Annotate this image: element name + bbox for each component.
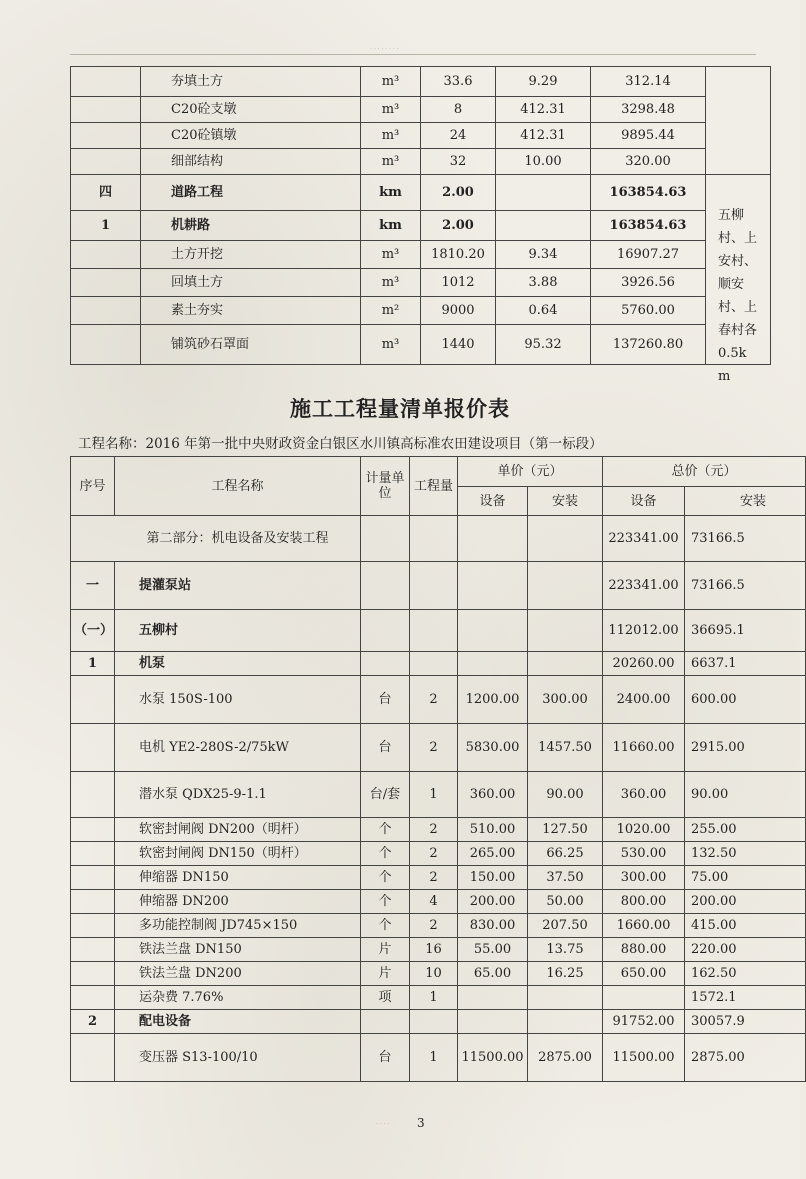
row-tp-install: 415.00: [685, 914, 806, 938]
row-qty: 8: [421, 97, 496, 123]
row-total: 137260.80: [591, 325, 706, 365]
row-qty: 2: [410, 866, 458, 890]
page-title: 施工工程量清单报价表: [290, 396, 510, 421]
row-up-install: [528, 986, 603, 1010]
row-up-install: 1457.50: [528, 724, 603, 772]
row-name: 素土夯实: [141, 297, 361, 325]
row-qty: [410, 652, 458, 676]
row-up-install: 2875.00: [528, 1034, 603, 1082]
row-qty: 2: [410, 818, 458, 842]
row-up-install: 37.50: [528, 866, 603, 890]
footer-note: · · · ·: [376, 1121, 390, 1128]
row-name: 机耕路: [141, 211, 361, 241]
row-tp-equip: 1020.00: [603, 818, 685, 842]
row-no: [71, 516, 115, 562]
row-unit: km: [361, 211, 421, 241]
price-table: [70, 456, 767, 1088]
row-unit-price: 9.34: [496, 241, 591, 269]
row-no: [71, 97, 141, 123]
row-up-equip: [458, 1010, 528, 1034]
row-tp-equip: 880.00: [603, 938, 685, 962]
row-up-install: 66.25: [528, 842, 603, 866]
row-unit-price: 0.64: [496, 297, 591, 325]
row-no: 一: [71, 562, 115, 610]
row-tp-equip: 650.00: [603, 962, 685, 986]
table-row: [71, 772, 806, 818]
header-note: · · · · · · · ·: [370, 46, 399, 53]
row-name: 机泵: [115, 652, 361, 676]
row-up-install: 50.00: [528, 890, 603, 914]
row-unit: [361, 516, 410, 562]
row-tp-equip: 20260.00: [603, 652, 685, 676]
row-unit: 个: [361, 842, 410, 866]
row-tp-install: 200.00: [685, 890, 806, 914]
row-qty: 1440: [421, 325, 496, 365]
row-up-equip: 11500.00: [458, 1034, 528, 1082]
row-up-install: [528, 516, 603, 562]
row-name: 软密封闸阀 DN150（明杆）: [115, 842, 361, 866]
quantity-table-continued: [70, 66, 752, 383]
table-row: [71, 175, 771, 211]
row-qty: [410, 610, 458, 652]
row-up-equip: 510.00: [458, 818, 528, 842]
row-tp-equip: 223341.00: [603, 562, 685, 610]
row-total: 163854.63: [591, 175, 706, 211]
row-qty: 33.6: [421, 67, 496, 97]
table-row: [71, 516, 806, 562]
row-name: 多功能控制阀 JD745×150: [115, 914, 361, 938]
row-qty: 2: [410, 914, 458, 938]
row-tp-install: 2915.00: [685, 724, 806, 772]
row-qty: 2.00: [421, 175, 496, 211]
row-up-install: [528, 652, 603, 676]
row-tp-install: 1572.1: [685, 986, 806, 1010]
row-up-equip: 5830.00: [458, 724, 528, 772]
header-up-equip: 设备: [458, 487, 528, 516]
row-up-install: [528, 610, 603, 652]
row-unit: m³: [361, 67, 421, 97]
row-unit: [361, 610, 410, 652]
row-name: 土方开挖: [141, 241, 361, 269]
row-no: [71, 938, 115, 962]
project-name: 工程名称：2016 年第一批中央财政资金白银区水川镇高标准农田建设项目（第一标段）: [78, 436, 603, 452]
table-row: [71, 1010, 806, 1034]
row-qty: [410, 562, 458, 610]
row-tp-equip: 530.00: [603, 842, 685, 866]
page-number: 3: [417, 1116, 425, 1130]
row-no: [71, 67, 141, 97]
row-tp-install: 90.00: [685, 772, 806, 818]
row-name: 细部结构: [141, 149, 361, 175]
row-total: 3926.56: [591, 269, 706, 297]
row-total: 3298.48: [591, 97, 706, 123]
table-row: [71, 866, 806, 890]
row-remark-cell: [706, 67, 771, 175]
row-tp-install: 162.50: [685, 962, 806, 986]
row-tp-install: 600.00: [685, 676, 806, 724]
row-no: [71, 1034, 115, 1082]
header-no: 序号: [71, 457, 115, 516]
row-tp-install: 2875.00: [685, 1034, 806, 1082]
row-no: [71, 866, 115, 890]
row-no: [71, 818, 115, 842]
row-qty: 1012: [421, 269, 496, 297]
row-up-equip: 55.00: [458, 938, 528, 962]
row-unit-price: [496, 175, 591, 211]
row-up-equip: [458, 562, 528, 610]
row-unit: m²: [361, 297, 421, 325]
row-unit-price: 9.29: [496, 67, 591, 97]
row-no: [71, 842, 115, 866]
row-tp-install: 73166.5: [685, 516, 806, 562]
table-row: [71, 1034, 806, 1082]
row-up-equip: 830.00: [458, 914, 528, 938]
row-unit: m³: [361, 269, 421, 297]
row-up-equip: 200.00: [458, 890, 528, 914]
table-row: [71, 562, 806, 610]
row-name: 铺筑砂石罩面: [141, 325, 361, 365]
header-unit-price: 单价（元）: [458, 457, 603, 487]
row-qty: 32: [421, 149, 496, 175]
table-row: [71, 818, 806, 842]
row-total: 5760.00: [591, 297, 706, 325]
table-row: [71, 610, 806, 652]
row-name: 夯填土方: [141, 67, 361, 97]
table-row: [71, 67, 771, 97]
header-up-install: 安装: [528, 487, 603, 516]
row-tp-equip: 360.00: [603, 772, 685, 818]
row-tp-equip: 223341.00: [603, 516, 685, 562]
row-name: 回填土方: [141, 269, 361, 297]
row-tp-equip: 11500.00: [603, 1034, 685, 1082]
row-qty: 1810.20: [421, 241, 496, 269]
row-no: [71, 724, 115, 772]
row-no: [71, 325, 141, 365]
header-total-price: 总价（元）: [603, 457, 806, 487]
table-row: [71, 149, 771, 175]
row-tp-equip: 112012.00: [603, 610, 685, 652]
row-total: 16907.27: [591, 241, 706, 269]
header-tp-install: 安装: [685, 487, 806, 516]
header-tp-equip: 设备: [603, 487, 685, 516]
row-no: [71, 890, 115, 914]
row-up-equip: [458, 986, 528, 1010]
row-name: 配电设备: [115, 1010, 361, 1034]
row-unit: km: [361, 175, 421, 211]
table-row: [71, 890, 806, 914]
row-total: 163854.63: [591, 211, 706, 241]
header-rule: [70, 54, 756, 55]
table-row: [71, 842, 806, 866]
row-up-equip: 150.00: [458, 866, 528, 890]
table-row: [71, 297, 771, 325]
row-up-install: [528, 1010, 603, 1034]
row-unit: m³: [361, 241, 421, 269]
table-row: [71, 269, 771, 297]
row-name: 运杂费 7.76%: [115, 986, 361, 1010]
row-up-install: 207.50: [528, 914, 603, 938]
table-row: [71, 724, 806, 772]
row-up-equip: [458, 516, 528, 562]
row-no: 四: [71, 175, 141, 211]
row-unit: 台/套: [361, 772, 410, 818]
row-name: C20砼支墩: [141, 97, 361, 123]
row-no: [71, 962, 115, 986]
row-unit: 个: [361, 890, 410, 914]
row-name: 潜水泵 QDX25-9-1.1: [115, 772, 361, 818]
row-up-install: 127.50: [528, 818, 603, 842]
row-unit: 项: [361, 986, 410, 1010]
row-qty: 2: [410, 724, 458, 772]
row-no: [71, 149, 141, 175]
row-name: 提灌泵站: [115, 562, 361, 610]
row-qty: [410, 1010, 458, 1034]
row-no: [71, 914, 115, 938]
row-unit: m³: [361, 123, 421, 149]
row-no: 1: [71, 652, 115, 676]
row-qty: 16: [410, 938, 458, 962]
row-name: 电机 YE2-280S-2/75kW: [115, 724, 361, 772]
row-tp-install: 255.00: [685, 818, 806, 842]
row-up-install: 13.75: [528, 938, 603, 962]
row-name: 铁法兰盘 DN200: [115, 962, 361, 986]
row-unit: 个: [361, 818, 410, 842]
row-tp-equip: 91752.00: [603, 1010, 685, 1034]
table-row: [71, 914, 806, 938]
row-tp-install: 75.00: [685, 866, 806, 890]
row-no: （一）: [71, 610, 115, 652]
row-qty: 1: [410, 772, 458, 818]
row-unit: [361, 562, 410, 610]
row-name: C20砼镇墩: [141, 123, 361, 149]
row-tp-install: 73166.5: [685, 562, 806, 610]
row-qty: 2: [410, 676, 458, 724]
row-unit: 台: [361, 676, 410, 724]
row-up-install: 90.00: [528, 772, 603, 818]
row-unit-price: 10.00: [496, 149, 591, 175]
row-unit: [361, 652, 410, 676]
row-name: 铁法兰盘 DN150: [115, 938, 361, 962]
row-qty: 9000: [421, 297, 496, 325]
row-tp-equip: 800.00: [603, 890, 685, 914]
row-qty: 24: [421, 123, 496, 149]
row-unit-price: 3.88: [496, 269, 591, 297]
row-unit: [361, 1010, 410, 1034]
row-tp-equip: 1660.00: [603, 914, 685, 938]
row-tp-install: 132.50: [685, 842, 806, 866]
road-remark: 五柳村、上安村、顺安村、上春村各0.5km: [718, 208, 758, 384]
row-unit: 台: [361, 724, 410, 772]
row-unit: 个: [361, 866, 410, 890]
row-no: [71, 986, 115, 1010]
row-name: 伸缩器 DN200: [115, 890, 361, 914]
row-unit: m³: [361, 149, 421, 175]
row-up-equip: 1200.00: [458, 676, 528, 724]
row-up-equip: [458, 652, 528, 676]
row-unit-price: 95.32: [496, 325, 591, 365]
row-unit: 片: [361, 938, 410, 962]
row-no: 2: [71, 1010, 115, 1034]
row-no: 1: [71, 211, 141, 241]
row-up-install: 300.00: [528, 676, 603, 724]
row-no: [71, 123, 141, 149]
row-tp-equip: 300.00: [603, 866, 685, 890]
table-row: [71, 938, 806, 962]
row-total: 320.00: [591, 149, 706, 175]
row-no: [71, 269, 141, 297]
row-unit: 台: [361, 1034, 410, 1082]
row-name: 五柳村: [115, 610, 361, 652]
row-total: 9895.44: [591, 123, 706, 149]
row-unit-price: 412.31: [496, 123, 591, 149]
table-row: [71, 211, 771, 241]
row-qty: 2: [410, 842, 458, 866]
row-tp-equip: [603, 986, 685, 1010]
row-total: 312.14: [591, 67, 706, 97]
row-name: 第二部分：机电设备及安装工程: [115, 516, 361, 562]
row-up-equip: 360.00: [458, 772, 528, 818]
row-up-equip: 265.00: [458, 842, 528, 866]
row-qty: 2.00: [421, 211, 496, 241]
row-tp-install: 30057.9: [685, 1010, 806, 1034]
row-up-equip: [458, 610, 528, 652]
row-name: 软密封闸阀 DN200（明杆）: [115, 818, 361, 842]
table-row: [71, 652, 806, 676]
row-name: 伸缩器 DN150: [115, 866, 361, 890]
row-qty: 1: [410, 986, 458, 1010]
row-unit-price: [496, 211, 591, 241]
row-name: 变压器 S13-100/10: [115, 1034, 361, 1082]
row-tp-equip: 11660.00: [603, 724, 685, 772]
row-qty: 1: [410, 1034, 458, 1082]
table-row: [71, 241, 771, 269]
row-tp-install: 220.00: [685, 938, 806, 962]
table-row: [71, 962, 806, 986]
table-row: [71, 123, 771, 149]
row-tp-equip: 2400.00: [603, 676, 685, 724]
row-no: [71, 676, 115, 724]
row-name: 水泵 150S-100: [115, 676, 361, 724]
row-unit: 个: [361, 914, 410, 938]
table-row: [71, 97, 771, 123]
row-up-equip: 65.00: [458, 962, 528, 986]
row-name: 道路工程: [141, 175, 361, 211]
row-unit: 片: [361, 962, 410, 986]
row-up-install: 16.25: [528, 962, 603, 986]
row-no: [71, 297, 141, 325]
row-no: [71, 241, 141, 269]
table-row: [71, 325, 771, 365]
row-qty: 4: [410, 890, 458, 914]
row-unit: m³: [361, 325, 421, 365]
row-qty: 10: [410, 962, 458, 986]
header-qty: 工程量: [410, 457, 458, 516]
table-row: [71, 986, 806, 1010]
row-no: [71, 772, 115, 818]
row-tp-install: 6637.1: [685, 652, 806, 676]
header-unit: 计量单位: [361, 457, 410, 516]
header-name: 工程名称: [115, 457, 361, 516]
row-tp-install: 36695.1: [685, 610, 806, 652]
table-row: [71, 676, 806, 724]
row-unit-price: 412.31: [496, 97, 591, 123]
row-qty: [410, 516, 458, 562]
row-up-install: [528, 562, 603, 610]
row-unit: m³: [361, 97, 421, 123]
